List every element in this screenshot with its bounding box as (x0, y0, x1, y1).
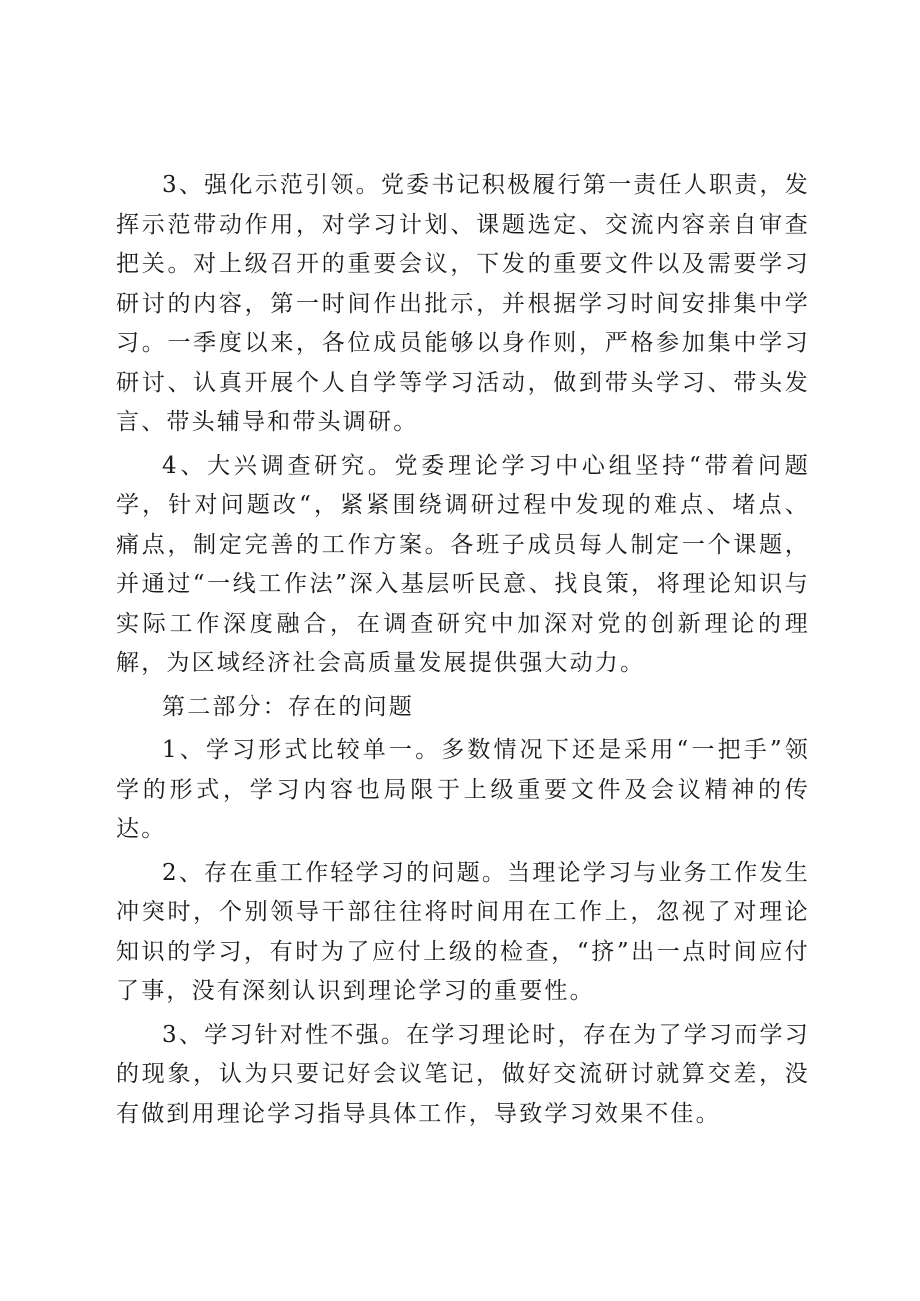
document-body (116, 166, 810, 1138)
paragraph-strengthen-leadership: 3、强化示范引领。党委书记积极履行第一责任人职责，发挥示范带动作用，对学习计划、课题选定、交流内容亲自审查把关。对上级召开的重要会议，下发的重要文件以及需要学习研讨的内容，第一时间作出批示，并根据学习时间安排集中学习。一季度以来，各位成员能够以身作则，严格参加集中学习研讨、认真开展个人自学等学习活动，做到带头学习、带头发言、带头辅导和带头调研。 (116, 172, 810, 435)
problem-item-2: 2、存在重工作轻学习的问题。当理论学习与业务工作发生冲突时，个别领导干部往往将时间用在工作上，忽视了对理论知识的学习，有时为了应付上级的检查，“挤”出一点时间应付了事，没有深刻认识到理论学习的重要性。 (116, 859, 810, 1004)
section-heading: 第二部分：存在的问题 (162, 693, 414, 720)
problem-item-3: 3、学习针对性不强。在学习理论时，存在为了学习而学习的现象，认为只要记好会议笔记，做好交流研讨就算交差，没有做到用理论学习指导具体工作，导致学习效果不佳。 (116, 1021, 810, 1127)
problem-item-1: 1、学习形式比较单一。多数情况下还是采用“一把手”领学的形式，学习内容也局限于上级重要文件及会议精神的传达。 (116, 737, 810, 842)
paragraph-investigation-research: 4、大兴调查研究。党委理论学习中心组坚持“带着问题学，针对问题改“，紧紧围绕调研过程中发现的难点、堵点、痛点，制定完善的工作方案。各班子成员每人制定一个课题，并通过“一线工作法”深入基层听民意、找良策，将理论知识与实际工作深度融合，在调查研究中加深对党的创新理论的理解，为区域经济社会高质量发展提供强大动力。 (116, 452, 810, 676)
